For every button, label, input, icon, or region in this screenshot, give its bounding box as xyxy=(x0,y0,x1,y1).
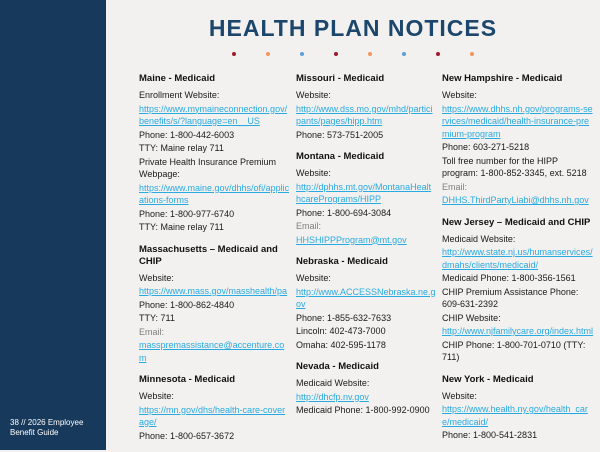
info-line: CHIP Premium Assistance Phone: 609-631-2392 xyxy=(442,286,579,309)
hyperlink[interactable]: http://www.dss.mo.gov/mhd/participants/pages/hipp.htm xyxy=(296,103,433,126)
state-heading: Nebraska - Medicaid xyxy=(296,256,388,267)
info-line: Website: xyxy=(442,90,477,100)
hyperlink[interactable]: https://www.health.ny.gov/health_care/medicaid/ xyxy=(442,404,588,427)
info-line: Phone: 1-800-541-2831 xyxy=(442,430,538,440)
info-line: Medicaid Website: xyxy=(442,233,516,244)
state-block xyxy=(139,374,290,442)
hyperlink[interactable]: http://www.state.nj.us/humanservices/dmahs/clients/medicaid/ xyxy=(442,247,593,270)
state-block xyxy=(442,217,594,364)
info-line: Website: xyxy=(296,90,331,100)
footer-label: // 2026 Employee Benefit Guide xyxy=(10,418,84,437)
accent-dots-row xyxy=(106,51,600,57)
hyperlink[interactable]: https://mn.gov/dhs/health-care-coverage/ xyxy=(139,404,286,427)
info-line: TTY: Maine relay 711 xyxy=(139,222,224,232)
info-line: Private Health Insurance Premium Webpage: xyxy=(139,156,277,179)
info-line: Phone: 573-751-2005 xyxy=(296,129,384,140)
left-accent-band xyxy=(0,0,106,450)
state-heading: New Jersey – Medicaid and CHIP xyxy=(442,216,591,228)
info-line: Phone: 1-800-977-6740 xyxy=(139,208,235,219)
hyperlink[interactable]: https://www.maine.gov/dhhs/ofi/applications-forms xyxy=(139,182,290,205)
hyperlink[interactable]: http://www.njfamilycare.org/index.html xyxy=(442,326,594,336)
state-heading: New Hampshire - Medicaid xyxy=(442,73,563,84)
info-line: Enrollment Website: xyxy=(139,90,220,100)
page-number: 38 xyxy=(10,418,19,427)
accent-dot xyxy=(470,52,474,56)
info-line: Medicaid Phone: 1-800-992-0900 xyxy=(296,405,430,415)
state-heading: New York - Medicaid xyxy=(442,373,534,385)
info-line: Phone: 603-271-5218 xyxy=(442,142,530,152)
hyperlink[interactable]: https://www.mass.gov/masshealth/pa xyxy=(139,286,288,296)
page-title: HEALTH PLAN NOTICES xyxy=(208,15,498,41)
hyperlink[interactable]: HHSHIPPProgram@mt.gov xyxy=(296,234,407,245)
state-heading: Montana - Medicaid xyxy=(296,151,385,162)
state-block xyxy=(139,73,290,234)
info-line: Website: xyxy=(139,391,174,401)
accent-dot xyxy=(402,52,406,56)
page-content xyxy=(106,0,600,450)
hyperlink[interactable]: http://www.ACCESSNebraska.ne.gov xyxy=(296,286,436,309)
notice-column xyxy=(296,73,436,452)
hyperlink[interactable]: masspremassistance@accenture.com xyxy=(139,340,285,363)
state-block xyxy=(296,151,436,246)
notice-columns xyxy=(106,73,600,452)
info-line: Phone: 1-800-862-4840 xyxy=(139,299,235,310)
state-block xyxy=(296,73,436,141)
state-heading: Nevada - Medicaid xyxy=(296,361,379,372)
info-line: Phone: 1-800-694-3084 xyxy=(296,207,392,218)
info-line: CHIP Phone: 1-800-701-0710 (TTY: 711) xyxy=(442,339,586,362)
info-line: Website: xyxy=(139,272,174,283)
accent-dot xyxy=(334,52,338,56)
info-line: Lincoln: 402-473-7000 xyxy=(296,326,386,336)
info-line: Website: xyxy=(442,390,477,401)
info-line: Website: xyxy=(296,168,331,178)
info-line: TTY: Maine relay 711 xyxy=(139,143,224,153)
hyperlink[interactable]: https://www.dhhs.nh.gov/programs-services/medicaid/health-insurance-premium-program xyxy=(442,103,593,139)
field-label: Email: xyxy=(442,181,468,192)
state-block xyxy=(296,256,436,351)
accent-dot xyxy=(436,52,440,56)
info-line: TTY: 711 xyxy=(139,313,175,323)
info-line: Toll free number for the HIPP program: 1-800-852-3345, ext. 5218 xyxy=(442,155,587,178)
state-block xyxy=(442,73,594,207)
footer xyxy=(10,418,102,438)
accent-dot xyxy=(300,52,304,56)
info-line: Phone: 1-800-657-3672 xyxy=(139,430,235,441)
info-line: Phone: 1-800-442-6003 xyxy=(139,129,235,140)
accent-dot xyxy=(368,52,372,56)
accent-dot xyxy=(266,52,270,56)
info-line: Medicaid Website: xyxy=(296,378,370,388)
state-block xyxy=(442,374,594,442)
info-line: CHIP Website: xyxy=(442,312,501,323)
hyperlink[interactable]: http://dphhs.mt.gov/MontanaHealthcarePrograms/HIPP xyxy=(296,181,432,204)
info-line: Medicaid Phone: 1-800-356-1561 xyxy=(442,273,576,283)
state-block xyxy=(139,244,290,365)
info-line: Phone: 1-855-632-7633 xyxy=(296,312,392,323)
state-heading: Minnesota - Medicaid xyxy=(139,374,236,385)
hyperlink[interactable]: DHHS.ThirdPartyLiabi@dhhs.nh.gov xyxy=(442,195,589,205)
state-heading: Massachusetts – Medicaid and CHIP xyxy=(139,243,278,267)
info-line: Website: xyxy=(296,273,331,283)
field-label: Email: xyxy=(139,326,165,337)
info-line: Omaha: 402-595-1178 xyxy=(296,339,386,350)
state-heading: Missouri - Medicaid xyxy=(296,73,385,84)
notice-column xyxy=(442,73,594,452)
state-heading: Maine - Medicaid xyxy=(139,73,216,84)
notice-column xyxy=(139,73,290,452)
hyperlink[interactable]: https://www.mymaineconnection.gov/benefits/s/?language=en__US xyxy=(139,103,288,126)
state-block xyxy=(296,361,436,417)
hyperlink[interactable]: http://dhcfp.nv.gov xyxy=(296,391,369,402)
accent-dot xyxy=(232,52,236,56)
field-label: Email: xyxy=(296,221,322,231)
